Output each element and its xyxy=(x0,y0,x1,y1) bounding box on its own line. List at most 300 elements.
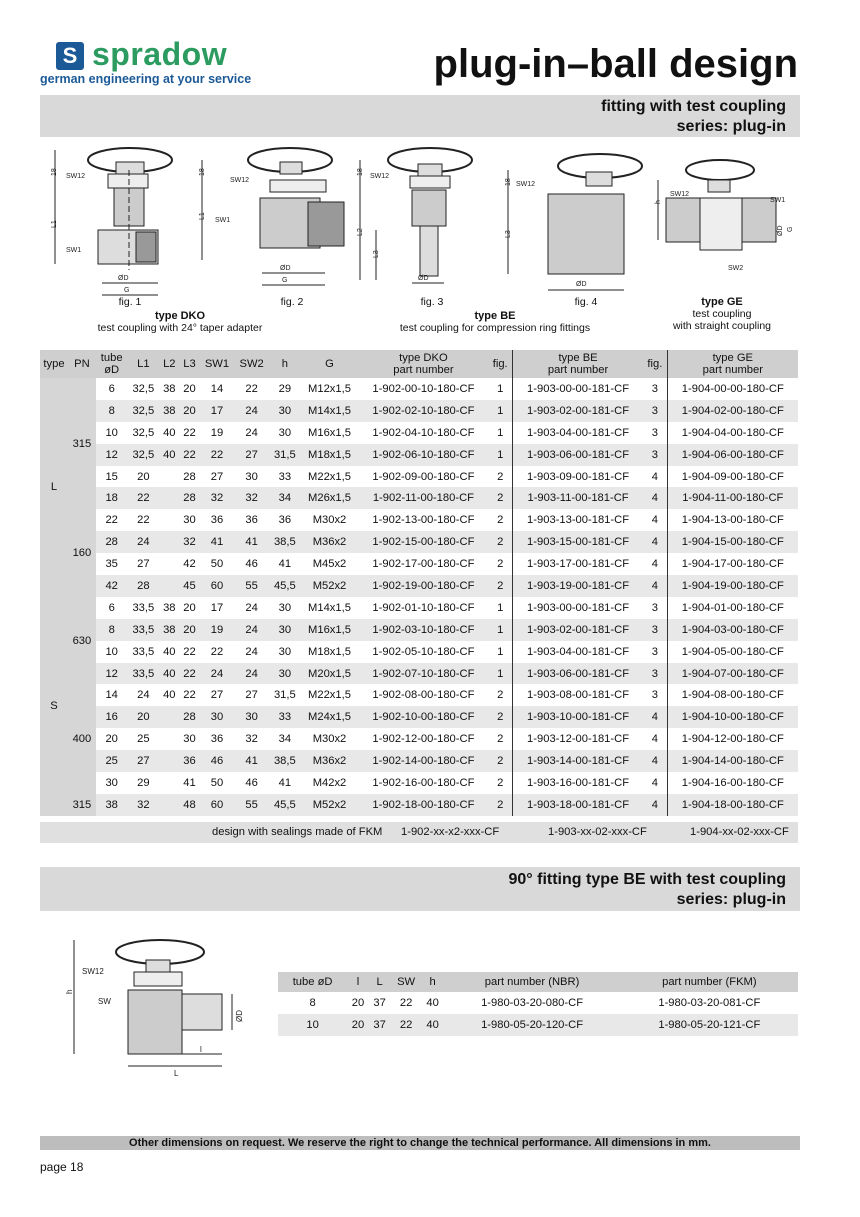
table-cell: 33,5 xyxy=(132,601,155,614)
table2-header-cell: tube øD xyxy=(278,972,347,992)
table-cell: 1-904-01-00-180-CF xyxy=(681,601,784,614)
table-cell: 30 xyxy=(245,470,258,483)
table-cell: 2 xyxy=(489,794,513,816)
table2-cell: 1-980-05-20-120-CF xyxy=(443,1014,620,1036)
table-cell: 1-902-19-00-180-CF xyxy=(358,575,488,597)
table-cell: 17 xyxy=(210,601,224,614)
table-cell: 33,5 xyxy=(132,645,155,658)
table-cell: 1 xyxy=(489,400,513,422)
table-cell: 16 xyxy=(96,706,128,728)
table-row xyxy=(40,794,798,816)
col-ge: type GE part number xyxy=(667,350,798,378)
table-cell: 24 xyxy=(234,663,269,685)
fkm-label: design with sealings made of FKM xyxy=(212,826,383,838)
type-group-cell: S xyxy=(40,597,68,816)
be-type: type BE xyxy=(474,310,516,322)
table-cell: 2 xyxy=(489,575,513,597)
table-cell: 27 xyxy=(210,470,224,483)
table-cell: 32 xyxy=(128,794,160,816)
table-cell: 24 xyxy=(245,601,258,614)
table-cell: 1 xyxy=(489,444,513,466)
ge-dim-g: G xyxy=(787,226,794,232)
dko-type: type DKO xyxy=(154,310,206,322)
table-cell: 30 xyxy=(105,776,118,789)
table-cell: M36x2 xyxy=(301,531,359,553)
table-cell: 4 xyxy=(643,553,667,575)
table-cell: M36x2 xyxy=(301,750,359,772)
table-row xyxy=(40,663,798,685)
table-cell: 3 xyxy=(643,663,667,685)
ge-dim-h: h xyxy=(655,200,662,204)
brand-logo xyxy=(40,36,260,90)
table-row xyxy=(40,575,798,597)
fig2-label: fig. 2 xyxy=(280,296,304,308)
table-cell: 1-903-06-00-181-CF xyxy=(512,663,643,685)
table-cell: 1-903-02-00-181-CF xyxy=(512,400,643,422)
table-cell: 1-902-16-00-180-CF xyxy=(372,776,475,789)
table-cell: 1-904-13-00-180-CF xyxy=(681,514,784,527)
table-cell: 22 xyxy=(210,645,224,658)
table-cell: 1-902-06-10-180-CF xyxy=(358,444,488,466)
table-cell: 24 xyxy=(128,531,160,553)
table-cell: 19 xyxy=(210,426,224,439)
col-fig2: fig. xyxy=(643,350,667,378)
table-cell: 1-904-19-00-180-CF xyxy=(667,575,798,597)
table-cell: 33 xyxy=(278,470,292,483)
table-cell: 2 xyxy=(489,750,513,772)
col-be: type BE part number xyxy=(512,350,643,378)
table-cell: 30 xyxy=(278,426,292,439)
table-cell: 34 xyxy=(278,733,292,746)
fig1-dim-g: G xyxy=(124,287,130,294)
table-cell: M14x1,5 xyxy=(301,400,359,422)
fig2-dim-sw12: SW12 xyxy=(230,177,250,184)
table-cell: M12x1,5 xyxy=(308,382,351,395)
table2-row xyxy=(278,992,798,1014)
fitting-drawings-svg xyxy=(40,140,800,310)
col-l1: L1 xyxy=(128,350,160,378)
table-cell: 38 xyxy=(163,601,176,614)
table-cell: 40 xyxy=(163,645,176,658)
table2-cell: 1-980-03-20-081-CF xyxy=(658,997,761,1009)
table-cell: 1-903-00-00-181-CF xyxy=(527,382,630,395)
table-cell: 32 xyxy=(245,733,258,746)
table-cell: 14 xyxy=(210,382,224,395)
table-cell: 2 xyxy=(489,487,513,509)
table-cell: 32 xyxy=(234,487,269,509)
table-row xyxy=(40,509,798,531)
table-cell: 1-904-12-00-180-CF xyxy=(681,733,784,746)
table-cell: 22 xyxy=(183,689,196,702)
table-cell: 35 xyxy=(105,558,118,571)
table-cell: M30x2 xyxy=(312,514,347,527)
table-cell: 1-903-06-00-181-CF xyxy=(512,444,643,466)
table-cell: 38,5 xyxy=(269,531,301,553)
col-fig: fig. xyxy=(489,350,513,378)
table-cell: 32 xyxy=(200,487,235,509)
table-cell: 1-902-02-10-180-CF xyxy=(358,400,488,422)
fig2-drawing xyxy=(199,148,344,285)
table-cell: 1 xyxy=(489,597,513,619)
table-cell: 8 xyxy=(96,619,128,641)
table-cell: 3 xyxy=(643,444,667,466)
table-cell: 40 xyxy=(163,426,176,439)
table-cell: 30 xyxy=(269,663,301,685)
table-cell: M52x2 xyxy=(301,575,359,597)
table-cell: M18x1,5 xyxy=(301,444,359,466)
pn-group-cell: 315 xyxy=(68,378,96,509)
table-cell: 22 xyxy=(200,444,235,466)
fig1-label: fig. 1 xyxy=(118,296,142,308)
table-cell: 1-902-05-10-180-CF xyxy=(372,645,475,658)
section-title-90: 90° fitting type BE with test coupling xyxy=(508,871,786,888)
table2-cell: 22 xyxy=(399,997,413,1009)
table2-cell: 37 xyxy=(373,997,386,1009)
table2-cell: 40 xyxy=(422,1014,444,1036)
fig1-drawing xyxy=(51,148,172,295)
table-cell: 20 xyxy=(137,470,150,483)
table2-cell: 8 xyxy=(309,997,316,1009)
fig4-label: fig. 4 xyxy=(574,296,598,308)
table-cell: 40 xyxy=(159,663,179,685)
table-cell: 24 xyxy=(137,689,150,702)
table2-header-cell: SW xyxy=(390,972,421,992)
table-cell: 33,5 xyxy=(128,619,160,641)
table-cell: 33,5 xyxy=(128,663,160,685)
fitting-90-table xyxy=(278,972,798,1036)
table-cell: 1-903-04-00-181-CF xyxy=(527,645,630,658)
table-cell: 28 xyxy=(179,706,199,728)
table-cell: 3 xyxy=(643,378,667,400)
table-cell: 33 xyxy=(269,706,301,728)
table-cell: 14 xyxy=(105,689,118,702)
fig2-dim-sw1: SW1 xyxy=(215,217,231,224)
table-cell: 22 xyxy=(179,444,199,466)
table-cell: 24 xyxy=(234,619,269,641)
table-cell: 29 xyxy=(278,382,292,395)
table-cell: 1-904-07-00-180-CF xyxy=(667,663,798,685)
table-cell: 3 xyxy=(643,684,667,706)
ge-type: type GE xyxy=(701,296,743,308)
table-row xyxy=(40,466,798,488)
dko-caption xyxy=(70,310,290,334)
table-cell: 30 xyxy=(278,601,292,614)
ge-desc-2: with straight coupling xyxy=(672,320,772,332)
table-cell xyxy=(159,509,179,531)
col-g: G xyxy=(301,350,359,378)
table-cell: 18 xyxy=(96,487,128,509)
table-cell: 32,5 xyxy=(128,400,160,422)
table-cell: 1-903-15-00-181-CF xyxy=(512,531,643,553)
table2-cell: 40 xyxy=(426,997,439,1009)
table-cell: 55 xyxy=(234,575,269,597)
table-cell xyxy=(159,487,179,509)
table-cell: 3 xyxy=(643,400,667,422)
table-cell: 34 xyxy=(269,487,301,509)
table-cell: 32,5 xyxy=(132,382,155,395)
table-cell: 28 xyxy=(96,531,128,553)
table-cell: 20 xyxy=(128,706,160,728)
fig3-drawing xyxy=(357,148,472,283)
table-cell: 1 xyxy=(489,641,513,663)
fig90-dim-d: ØD xyxy=(235,1010,244,1022)
table2-cell: 20 xyxy=(347,1014,369,1036)
table-cell: 1-902-03-10-180-CF xyxy=(358,619,488,641)
table-cell: 2 xyxy=(489,772,513,794)
table-cell: 2 xyxy=(489,531,513,553)
table-cell: 32 xyxy=(179,531,199,553)
table-cell: 20 xyxy=(183,382,196,395)
table-cell xyxy=(159,794,179,816)
table-cell: 1-902-09-00-180-CF xyxy=(372,470,475,483)
table-cell: 41 xyxy=(278,776,292,789)
table-cell: 40 xyxy=(159,444,179,466)
fig3-dim-l3: L3 xyxy=(373,250,380,258)
table-cell: 1-904-03-00-180-CF xyxy=(667,619,798,641)
table-cell: 27 xyxy=(245,689,258,702)
fig-90-drawing xyxy=(60,930,270,1080)
table-cell: 1-903-10-00-181-CF xyxy=(512,706,643,728)
table-cell: 30 xyxy=(269,400,301,422)
table-cell: 4 xyxy=(643,531,667,553)
table-cell: 1-903-04-00-181-CF xyxy=(527,426,630,439)
ge-dim-sw2: SW2 xyxy=(728,265,744,272)
type-group-cell: L xyxy=(40,378,68,597)
table-cell: 1-904-09-00-180-CF xyxy=(681,470,784,483)
table-cell: 4 xyxy=(643,794,667,816)
table2-cell: 10 xyxy=(278,1014,347,1036)
table2-cell: 20 xyxy=(351,997,365,1009)
table-cell: 22 xyxy=(137,514,150,527)
table-cell: 1-903-09-00-181-CF xyxy=(527,470,630,483)
fig4-dim-18: 18 xyxy=(505,178,512,186)
pn-group-cell: 160 xyxy=(68,509,96,597)
table-cell: M22x1,5 xyxy=(308,689,351,702)
table-cell: 1-904-08-00-180-CF xyxy=(681,689,784,702)
table-cell: M30x2 xyxy=(312,733,347,746)
section-series: series: plug-in xyxy=(676,118,786,135)
table-cell: 4 xyxy=(643,509,667,531)
logo-mark-icon: S xyxy=(56,42,84,70)
table-cell: 1-903-16-00-181-CF xyxy=(527,776,630,789)
table-cell: 1-903-18-00-181-CF xyxy=(512,794,643,816)
table2-header-cell: part number (NBR) xyxy=(443,972,620,992)
table-cell: 1-902-12-00-180-CF xyxy=(372,733,475,746)
table-row xyxy=(40,641,798,663)
table-cell xyxy=(159,706,179,728)
table-cell: 4 xyxy=(643,772,667,794)
fig2-dim-g: G xyxy=(282,277,288,284)
section-header-90-fitting xyxy=(40,867,800,911)
table-cell xyxy=(159,531,179,553)
table-cell: 1-904-05-00-180-CF xyxy=(681,645,784,658)
table-cell: 22 xyxy=(105,514,118,527)
ge-caption xyxy=(660,296,784,332)
table-cell: 2 xyxy=(489,509,513,531)
table-cell: 24 xyxy=(245,645,258,658)
table-cell: 1-904-10-00-180-CF xyxy=(667,706,798,728)
ge-dim-sw1: SW1 xyxy=(770,197,786,204)
col-tube: tube øD xyxy=(96,350,128,378)
table-cell: 3 xyxy=(643,422,667,444)
table-cell: 1-903-00-00-181-CF xyxy=(527,601,630,614)
table-cell: 4 xyxy=(643,750,667,772)
table-cell xyxy=(159,553,179,575)
table-cell: 41 xyxy=(234,750,269,772)
table-cell: 1-904-14-00-180-CF xyxy=(667,750,798,772)
table-cell: 20 xyxy=(183,601,196,614)
table-row xyxy=(40,531,798,553)
fig4-dim-l3: L3 xyxy=(505,230,512,238)
table-cell: M18x1,5 xyxy=(308,645,351,658)
table-cell: 36 xyxy=(179,750,199,772)
table-row xyxy=(40,400,798,422)
table-row xyxy=(40,378,798,400)
table-cell: 29 xyxy=(137,776,150,789)
table-cell: 1-902-13-00-180-CF xyxy=(372,514,475,527)
table2-cell: 22 xyxy=(390,1014,421,1036)
table-cell: 60 xyxy=(200,794,235,816)
pn-group-cell: 315 xyxy=(68,794,96,816)
pn-group-cell: 630 xyxy=(68,597,96,685)
fig2-dim-d: ØD xyxy=(280,265,291,272)
table-cell: 1-902-18-00-180-CF xyxy=(358,794,488,816)
fig1-dim-18: 18 xyxy=(51,168,58,176)
table-cell: 1-902-15-00-180-CF xyxy=(358,531,488,553)
table-cell: 1-904-00-00-180-CF xyxy=(681,382,784,395)
table-cell: 36 xyxy=(210,514,224,527)
ge-dim-d: ØD xyxy=(777,225,784,236)
col-pn: PN xyxy=(68,350,96,378)
footer-note: Other dimensions on request. We reserve the right to change the technical performance. All dimensions in mm. xyxy=(40,1136,800,1150)
table-cell: 1-903-19-00-181-CF xyxy=(512,575,643,597)
pn-group-cell: 400 xyxy=(68,684,96,793)
table-cell: 48 xyxy=(179,794,199,816)
table-cell: 1-903-13-00-181-CF xyxy=(527,514,630,527)
table-cell: 31,5 xyxy=(273,689,296,702)
table-cell: 25 xyxy=(137,733,150,746)
table-cell: 41 xyxy=(234,531,269,553)
table-cell: 36 xyxy=(210,733,224,746)
table-cell: 20 xyxy=(179,619,199,641)
fkm-sealing-row xyxy=(40,822,798,843)
ge-desc-1: test coupling xyxy=(692,308,752,320)
table-row xyxy=(40,597,798,619)
table-cell: 38 xyxy=(159,400,179,422)
table-cell: 41 xyxy=(278,558,292,571)
table-cell: 22 xyxy=(183,426,196,439)
table-cell: 60 xyxy=(200,575,235,597)
table-cell: 1 xyxy=(489,619,513,641)
fig1-dim-sw1: SW1 xyxy=(66,247,82,254)
table-cell: 1-904-15-00-180-CF xyxy=(667,531,798,553)
table2-header-cell: h xyxy=(422,972,444,992)
table-cell: 12 xyxy=(96,444,128,466)
table-cell: 3 xyxy=(643,641,667,663)
table-cell: 1-903-08-00-181-CF xyxy=(527,689,630,702)
table-header-row xyxy=(40,350,798,378)
fkm-ge: 1-904-xx-02-xxx-CF xyxy=(690,826,789,838)
col-l2: L2 xyxy=(159,350,179,378)
fig1-dim-sw12: SW12 xyxy=(66,173,86,180)
table-cell: 4 xyxy=(643,487,667,509)
table-cell: 4 xyxy=(643,728,667,750)
table-cell xyxy=(159,728,179,750)
table2-header-cell: l xyxy=(347,972,369,992)
table-cell: M22x1,5 xyxy=(308,470,351,483)
table-cell: 4 xyxy=(643,706,667,728)
table-cell: 10 xyxy=(105,426,118,439)
fig90-dim-l: l xyxy=(200,1045,202,1054)
fig2-dim-l1: L1 xyxy=(199,212,206,220)
table-cell: 27 xyxy=(137,558,150,571)
table-cell: 27 xyxy=(210,689,224,702)
table-row xyxy=(40,553,798,575)
table-cell: 2 xyxy=(489,466,513,488)
table-row xyxy=(40,750,798,772)
table-cell: 2 xyxy=(489,684,513,706)
table-cell: 30 xyxy=(269,619,301,641)
fig90-dim-sw: SW xyxy=(98,997,111,1006)
table2-cell: 37 xyxy=(369,1014,391,1036)
table-cell: 28 xyxy=(179,487,199,509)
brand-name: spradow xyxy=(92,36,228,72)
table-cell: 1-902-08-00-180-CF xyxy=(372,689,475,702)
table-cell: 1 xyxy=(489,378,513,400)
table2-row xyxy=(278,1014,798,1036)
table-cell: 1-902-07-10-180-CF xyxy=(358,663,488,685)
table-cell: M45x2 xyxy=(312,558,347,571)
table-cell: M42x2 xyxy=(312,776,347,789)
table-cell: 24 xyxy=(245,426,258,439)
table-cell: 4 xyxy=(643,575,667,597)
page-number: page 18 xyxy=(40,1160,84,1174)
table-cell xyxy=(159,575,179,597)
fkm-dko: 1-902-xx-x2-xxx-CF xyxy=(401,826,500,838)
table-cell: 2 xyxy=(489,706,513,728)
table-cell: 22 xyxy=(128,487,160,509)
table-cell xyxy=(159,466,179,488)
table-cell: 28 xyxy=(128,575,160,597)
table-cell: 50 xyxy=(210,776,224,789)
table-cell: 20 xyxy=(105,733,118,746)
table-cell: 1-902-10-00-180-CF xyxy=(358,706,488,728)
table-cell: 22 xyxy=(183,645,196,658)
table-cell: 40 xyxy=(163,689,176,702)
table-cell: 1 xyxy=(489,422,513,444)
table-cell: 36 xyxy=(245,514,258,527)
table-cell: 1-902-14-00-180-CF xyxy=(358,750,488,772)
table-row xyxy=(40,772,798,794)
table-cell: 3 xyxy=(643,597,667,619)
table-cell: 6 xyxy=(108,382,115,395)
table-cell: 20 xyxy=(179,400,199,422)
ge-dim-sw12: SW12 xyxy=(670,191,690,198)
table-cell: 1-904-11-00-180-CF xyxy=(667,487,798,509)
table-cell: M16x1,5 xyxy=(301,619,359,641)
table-cell: 6 xyxy=(108,601,115,614)
table-row xyxy=(40,487,798,509)
table-cell: 1-903-11-00-181-CF xyxy=(512,487,643,509)
fig2-dim-18: 18 xyxy=(199,168,206,176)
section-header-fittings xyxy=(40,95,800,137)
table-cell: 42 xyxy=(96,575,128,597)
table-cell: 2 xyxy=(489,553,513,575)
table-row xyxy=(40,684,798,706)
fig90-dim-L: L xyxy=(174,1069,179,1078)
table-cell: M24x1,5 xyxy=(301,706,359,728)
table2-header-cell: L xyxy=(369,972,391,992)
